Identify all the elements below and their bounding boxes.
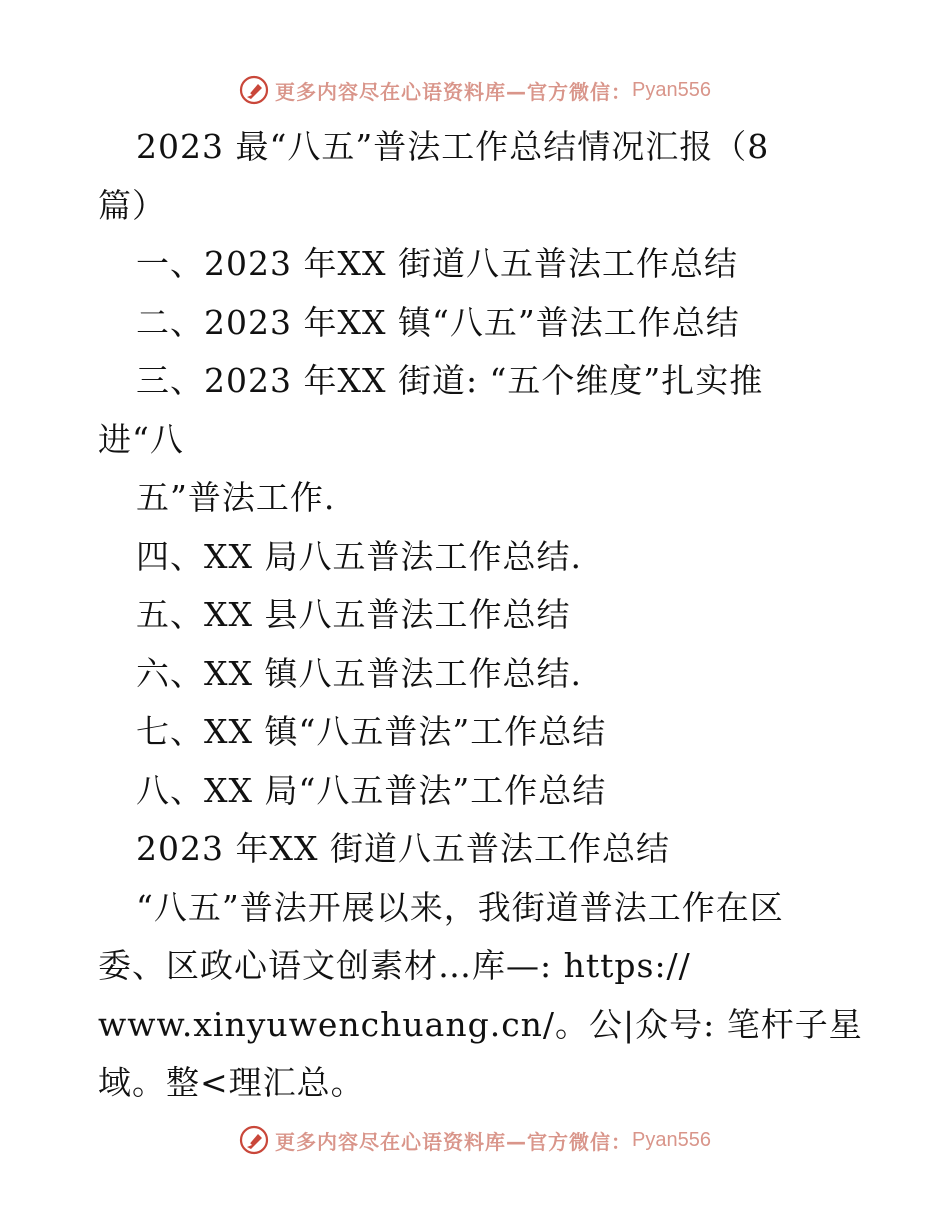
text-line: 七、XX 镇“八五普法”工作总结 [136,712,607,751]
text-line: 八、XX 局“八五普法”工作总结 [136,770,607,810]
text-line: 五”普法工作. [136,478,336,517]
text-line: 进“八 [98,419,184,459]
text-line: “八五”普法开展以来，我街道普法工作在区 [136,887,784,927]
banner-text: 更多内容尽在心语资料库—官方微信： [275,79,633,104]
footer-banner [0,1120,950,1160]
header-banner [0,70,950,110]
pen-nib-logo-icon [239,75,269,105]
text-line: 三、2023 年XX 街道: “五个维度”扎实推 [136,361,764,400]
text-line: 四、XX 局八五普法工作总结. [136,536,582,576]
text-line: 域。整<理汇总。 [98,1063,365,1102]
text-line: 一、2023 年XX 街道八五普法工作总结 [136,244,738,283]
banner-wechat-id: Pyan556 [632,78,711,101]
text-line: www.xinyuwenchuang.cn/。公|众号: 笔杆子星 [98,1004,863,1044]
text-line: 五、XX 县八五普法工作总结 [136,595,571,634]
text-line: 篇） [98,185,166,225]
text-line: 2023 最“八五”普法工作总结情况汇报（8 [136,127,770,166]
text-line: 六、XX 镇八五普法工作总结. [136,653,582,693]
document-body [98,118,863,1113]
banner-wechat-id: Pyan556 [632,1128,711,1151]
text-line: 委、区政心语文创素材…库—: https:// [98,946,691,985]
text-line: 2023 年XX 街道八五普法工作总结 [136,829,670,868]
banner-text: 更多内容尽在心语资料库—官方微信： [275,1129,633,1154]
pen-nib-logo-icon [239,1125,269,1155]
text-line: 二、2023 年XX 镇“八五”普法工作总结 [136,302,740,342]
